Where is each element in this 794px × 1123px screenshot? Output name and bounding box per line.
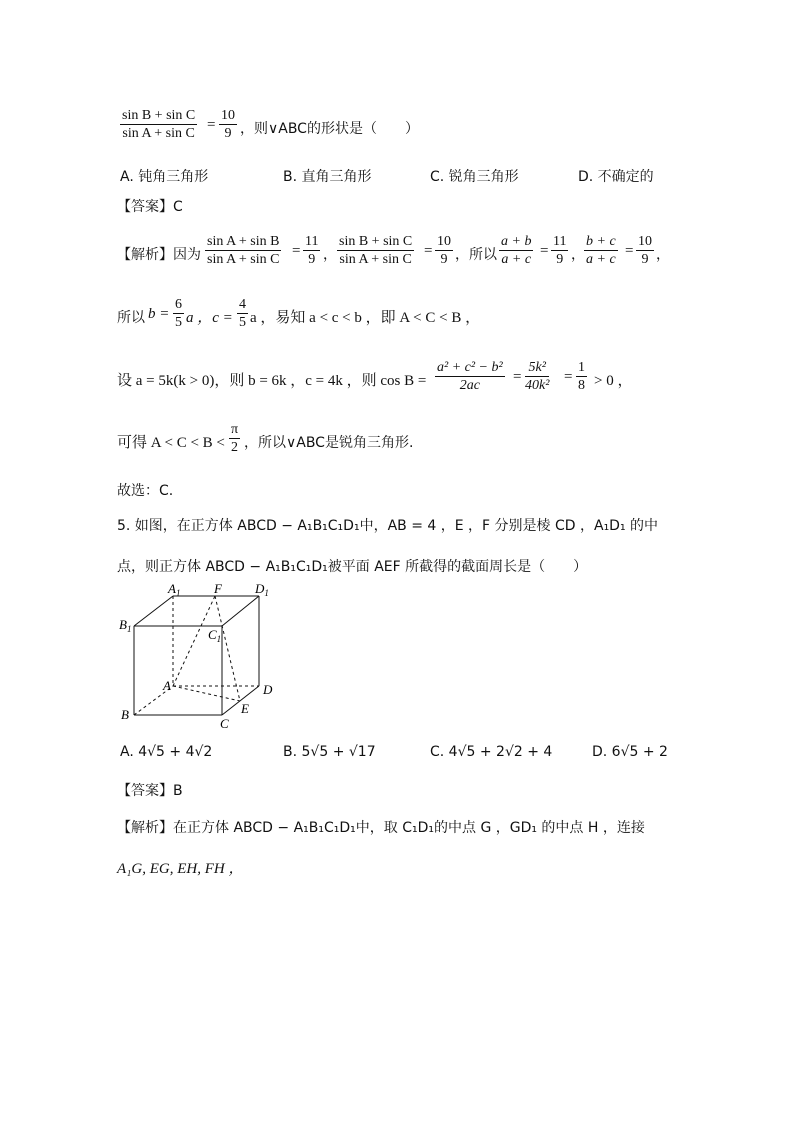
q4-sol-comma1: ， bbox=[323, 247, 337, 263]
q4-line3-frac1 bbox=[435, 359, 505, 394]
q5-stem-line1: 5. 如图，在正方体 ABCD − A₁B₁C₁D₁中，AB = 4 ，E ，F 分别是棱 CD ，A₁D₁ 的中 bbox=[117, 518, 659, 534]
q4-sol-r1-den: a + c bbox=[501, 252, 532, 267]
q5-option-c: C. 4√5 + 2√2 + 4 bbox=[430, 744, 553, 760]
q4-sol-eq3: = bbox=[540, 243, 549, 259]
q4-sol-r2-num: b + c bbox=[586, 234, 616, 249]
q4-value-den: 9 bbox=[224, 126, 232, 141]
q4-sol-so: ，所以 bbox=[455, 247, 497, 263]
label-a: A bbox=[163, 678, 171, 693]
q4-line3-eq2: = bbox=[564, 369, 573, 385]
q4-line2-d: a ，易知 a < c < b ，即 A < C < B ， bbox=[250, 310, 481, 326]
q4-line2-frac1 bbox=[173, 296, 184, 331]
q4-sol-f1-num: sin A + sin B bbox=[207, 234, 280, 249]
q4-sol-value-2 bbox=[435, 233, 453, 268]
q4-sol-comma2: ， bbox=[571, 247, 585, 263]
q4-l2f1-num: 6 bbox=[175, 297, 182, 312]
q4-sol-v2-num: 10 bbox=[437, 234, 451, 249]
q4-sol-eq1: = bbox=[292, 243, 301, 259]
q4-l2f2-den: 5 bbox=[239, 315, 246, 330]
q4-sol-v2-den: 9 bbox=[440, 252, 448, 267]
edge-b1a1 bbox=[134, 596, 173, 626]
q4-option-b: B. 直角三角形 bbox=[283, 169, 372, 185]
q4-stem-text: ，则∨ABC的形状是（ ） bbox=[240, 121, 419, 137]
q4-solution-label bbox=[117, 244, 201, 264]
q4-line3-lead: 设 a = 5k(k > 0)，则 b = 6k ，c = 4k ，则 cos B = bbox=[117, 373, 427, 389]
label-c: C bbox=[220, 716, 229, 731]
q4-sol-fraction-1 bbox=[205, 233, 281, 268]
q4-answer-label: 【答案】 bbox=[117, 199, 173, 215]
q4-l4f-den: 2 bbox=[231, 440, 239, 455]
label-d: D bbox=[263, 682, 273, 697]
label-a1: $A_1$ bbox=[168, 582, 181, 598]
q4-sol-r2v-den: 9 bbox=[641, 252, 649, 267]
q4-l3f3-num: 1 bbox=[578, 360, 585, 375]
q4-l3f2-den: 40k² bbox=[525, 378, 550, 393]
q4-sol-eq4: = bbox=[625, 243, 634, 259]
q4-sol-label-text: 【解析】 bbox=[117, 247, 173, 263]
q4-sol-v1-den: 9 bbox=[308, 252, 316, 267]
q4-line2-lead: 所以 bbox=[117, 310, 145, 326]
q4-line3-frac2 bbox=[525, 359, 549, 394]
q4-value-num: 10 bbox=[221, 108, 235, 123]
q4-sol-ratio-1-val bbox=[551, 233, 568, 268]
q4-l3f3-den: 8 bbox=[578, 378, 585, 393]
q4-l3f1-num: a² + c² − b² bbox=[437, 360, 503, 375]
q4-sol-ratio-2 bbox=[584, 233, 618, 268]
q4-sol-f2-num: sin B + sin C bbox=[339, 234, 413, 249]
cube-figure bbox=[116, 582, 286, 732]
q4-line3-frac3 bbox=[576, 359, 587, 394]
label-e: E bbox=[241, 701, 249, 716]
q4-l4f-num: π bbox=[231, 422, 239, 437]
line-ae bbox=[173, 686, 240, 701]
label-d1: $D_1$ bbox=[255, 582, 269, 598]
q4-line4-lead: 可得 A < C < B < bbox=[117, 435, 225, 451]
q4-fraction-lhs bbox=[120, 107, 197, 142]
q4-fraction-num: sin B + sin C bbox=[122, 108, 196, 123]
q4-sol-lead: 因为 bbox=[173, 247, 201, 263]
q5-option-d: D. 6√5 + 2 bbox=[592, 744, 668, 760]
label-f: F bbox=[214, 582, 222, 596]
q4-sol-f2-den: sin A + sin C bbox=[339, 252, 412, 267]
q4-equals: = bbox=[207, 117, 216, 133]
q4-fraction-den: sin A + sin C bbox=[122, 126, 195, 141]
q4-sol-eq2: = bbox=[424, 243, 433, 259]
label-b: B bbox=[121, 707, 129, 722]
q4-sol-r1-num: a + b bbox=[501, 234, 532, 249]
q4-sol-r1v-num: 11 bbox=[553, 234, 567, 249]
q4-option-d: D. 不确定的 bbox=[578, 169, 654, 185]
q4-sol-fraction-2 bbox=[337, 233, 414, 268]
q5-option-b: B. 5√5 + √17 bbox=[283, 744, 376, 760]
edge-c1d1 bbox=[222, 596, 259, 626]
q4-line2-b: b = bbox=[148, 306, 170, 322]
label-b1: $B_1$ bbox=[119, 617, 132, 634]
q4-l3f2-num: 5k² bbox=[525, 359, 549, 377]
q4-line4-end: ，所以∨ABC是锐角三角形. bbox=[244, 435, 414, 451]
q5-answer bbox=[117, 780, 183, 800]
q4-option-a: A. 钝角三角形 bbox=[120, 169, 209, 185]
q5-solution-line2: A₁G, EG, EH, FH ， bbox=[117, 861, 244, 877]
q4-sol-r2v-num: 10 bbox=[638, 234, 652, 249]
q4-option-c: C. 锐角三角形 bbox=[430, 169, 519, 185]
q4-answer bbox=[117, 196, 183, 216]
line-fe bbox=[215, 596, 240, 701]
q4-conclusion: 故选：C. bbox=[117, 483, 174, 499]
q4-answer-value: C bbox=[173, 199, 183, 215]
q4-line4-frac bbox=[229, 421, 240, 456]
q4-l3f1-den: 2ac bbox=[459, 378, 480, 393]
q4-sol-ratio-1 bbox=[499, 233, 533, 268]
q4-sol-ratio-2-val bbox=[636, 233, 654, 268]
q4-line3-eq1: = bbox=[513, 369, 522, 385]
q5-solution-line1: 【解析】在正方体 ABCD − A₁B₁C₁D₁中，取 C₁D₁的中点 G ，GD₁ 的中点 H ，连接 bbox=[117, 820, 645, 836]
q4-sol-f1-den: sin A + sin C bbox=[207, 252, 280, 267]
q4-l2f1-den: 5 bbox=[175, 315, 182, 330]
q4-sol-v1-num: 11 bbox=[305, 234, 319, 249]
q4-l2f2-num: 4 bbox=[239, 297, 246, 312]
q4-sol-value-1 bbox=[303, 233, 320, 268]
q4-sol-comma3: ， bbox=[656, 247, 670, 263]
label-c1: $C_1$ bbox=[208, 627, 222, 644]
q5-answer-value: B bbox=[173, 783, 183, 799]
q4-line2-c: a ，c = bbox=[186, 310, 233, 326]
q4-sol-r1v-den: 9 bbox=[556, 252, 564, 267]
q4-line3-end: > 0 ， bbox=[594, 373, 633, 389]
q5-stem-line2: 点，则正方体 ABCD − A₁B₁C₁D₁被平面 AEF 所截得的截面周长是（ ） bbox=[117, 559, 588, 575]
q4-fraction-rhs bbox=[219, 107, 237, 142]
q5-answer-label: 【答案】 bbox=[117, 783, 173, 799]
q5-option-a: A. 4√5 + 4√2 bbox=[120, 744, 213, 760]
q4-line2-frac2 bbox=[237, 296, 248, 331]
q4-sol-r2-den: a + c bbox=[586, 252, 616, 267]
